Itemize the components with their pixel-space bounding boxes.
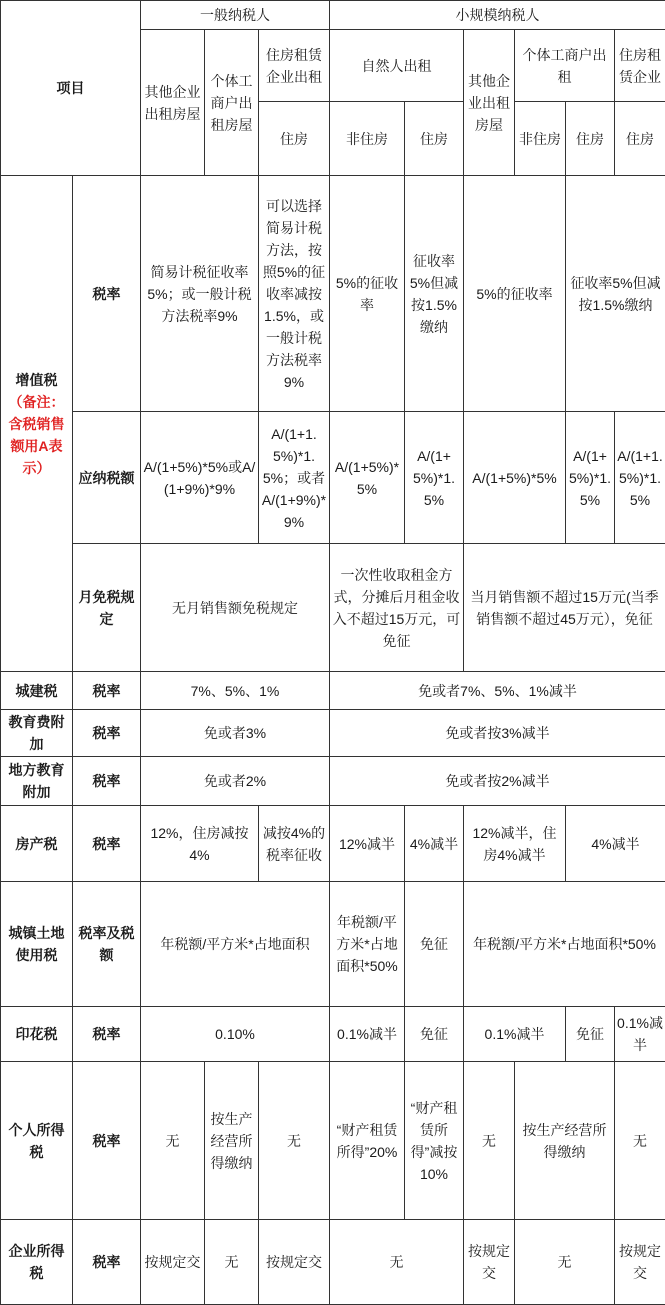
land-tax-general: 年税额/平方米*占地面积 [141,882,330,1007]
stamp-tax-np-housing: 免征 [405,1007,464,1062]
vat-note: （备注：含税销售额用A表示） [8,393,65,476]
vat-rate-label: 税率 [73,176,141,412]
header-s-other-enterprise: 其他企业出租房屋 [464,30,515,176]
land-tax-np-housing: 免征 [405,882,464,1007]
stamp-tax-name: 印花税 [1,1007,73,1062]
land-tax-small-rest: 年税额/平方米*占地面积*50% [464,882,665,1007]
header-s-natural-person: 自然人出租 [330,30,464,102]
personal-income-g-ib: 按生产经营所得缴纳 [205,1062,259,1220]
local-edu-general: 免或者2% [141,757,330,806]
stamp-tax-s-other-ib: 0.1%减半 [464,1007,566,1062]
land-tax-np-non-housing: 年税额/平方米*占地面积*50% [330,882,405,1007]
property-tax-name: 房产税 [1,806,73,882]
vat-payable-general: A/(1+5%)*5%或A/(1+9%)*9% [141,412,259,544]
personal-income-np-non-housing: “财产租赁所得”20% [330,1062,405,1220]
vat-rate-np-housing: 征收率5%但减按1.5%缴纳 [405,176,464,412]
corporate-income-g-hre: 按规定交 [259,1220,330,1305]
header-small-taxpayer: 小规模纳税人 [330,1,665,30]
header-g-other-enterprise: 其他企业出租房屋 [141,30,205,176]
vat-rate-s-other-ib: 5%的征收率 [464,176,566,412]
land-tax-name: 城镇土地使用税 [1,882,73,1007]
vat-label-cell [1,176,73,672]
vat-payable-np-housing: A/(1+5%)*1.5% [405,412,464,544]
city-tax-name: 城建税 [1,672,73,710]
vat-payable-s-other-ib: A/(1+5%)*5% [464,412,566,544]
vat-payable-s-ib-housing: A/(1+5%)*1.5% [566,412,615,544]
local-edu-name: 地方教育附加 [1,757,73,806]
personal-income-np-housing: “财产租赁所得”减按10% [405,1062,464,1220]
stamp-tax-np-non-housing: 0.1%减半 [330,1007,405,1062]
personal-income-label: 税率 [73,1062,141,1220]
property-tax-np-non-housing: 12%减半 [330,806,405,882]
property-tax-s-housing: 4%减半 [566,806,665,882]
header-s-individual-business: 个体工商户出租 [515,30,615,102]
vat-name: 增值税 [15,371,58,388]
personal-income-name: 个人所得税 [1,1062,73,1220]
vat-monthly-label: 月免税规定 [73,544,141,672]
city-tax-label: 税率 [73,672,141,710]
vat-rate-s-housing: 征收率5%但减按1.5%缴纳 [566,176,665,412]
vat-payable-s-hre: A/(1+1.5%)*1.5% [615,412,665,544]
corporate-income-np: 无 [330,1220,464,1305]
corporate-income-s-hre: 按规定交 [615,1220,665,1305]
vat-monthly-general: 无月销售额免税规定 [141,544,330,672]
vat-rate-general: 简易计税征收率5%；或一般计税方法税率9% [141,176,259,412]
vat-payable-label: 应纳税额 [73,412,141,544]
header-s-non-housing: 非住房 [330,102,405,176]
header-g-housing: 住房 [259,102,330,176]
property-tax-g-housing: 减按4%的税率征收 [259,806,330,882]
vat-rate-g-housing: 可以选择简易计税方法，按照5%的征收率减按1.5%，或一般计税方法税率9% [259,176,330,412]
edu-surcharge-name: 教育费附加 [1,710,73,757]
property-tax-np-housing: 4%减半 [405,806,464,882]
corporate-income-label: 税率 [73,1220,141,1305]
personal-income-g-hre: 无 [259,1062,330,1220]
corporate-income-s-other: 按规定交 [464,1220,515,1305]
stamp-tax-label: 税率 [73,1007,141,1062]
edu-surcharge-label: 税率 [73,710,141,757]
header-s-hre-housing: 住房 [615,102,665,176]
personal-income-g-other: 无 [141,1062,205,1220]
land-tax-label: 税率及税额 [73,882,141,1007]
personal-income-s-ib: 按生产经营所得缴纳 [515,1062,615,1220]
corporate-income-s-ib: 无 [515,1220,615,1305]
vat-payable-g-housing: A/(1+1.5%)*1.5%；或者A/(1+9%)*9% [259,412,330,544]
vat-monthly-small: 当月销售额不超过15万元(当季销售额不超过45万元），免征 [464,544,665,672]
header-g-individual-business: 个体工商户出租房屋 [205,30,259,176]
stamp-tax-s-ib-housing: 免征 [566,1007,615,1062]
corporate-income-g-other: 按规定交 [141,1220,205,1305]
corporate-income-name: 企业所得税 [1,1220,73,1305]
header-s-housing-rental-enterprise: 住房租赁企业 [615,30,665,102]
corporate-income-g-ib: 无 [205,1220,259,1305]
header-g-housing-rental-enterprise: 住房租赁企业出租 [259,30,330,102]
local-edu-label: 税率 [73,757,141,806]
edu-surcharge-general: 免或者3% [141,710,330,757]
city-tax-general: 7%、5%、1% [141,672,330,710]
vat-monthly-np: 一次性收取租金方式，分摊后月租金收入不超过15万元，可免征 [330,544,464,672]
header-s-ib-non-housing: 非住房 [515,102,566,176]
city-tax-small: 免或者7%、5%、1%减半 [330,672,665,710]
property-tax-s-other-ib: 12%减半，住房4%减半 [464,806,566,882]
vat-payable-np-non-housing: A/(1+5%)*5% [330,412,405,544]
personal-income-s-hre: 无 [615,1062,665,1220]
header-item: 项目 [1,1,141,176]
header-s-housing: 住房 [405,102,464,176]
stamp-tax-s-hre: 0.1%减半 [615,1007,665,1062]
property-tax-label: 税率 [73,806,141,882]
header-general-taxpayer: 一般纳税人 [141,1,330,30]
edu-surcharge-small: 免或者按3%减半 [330,710,665,757]
property-tax-general: 12%，住房减按4% [141,806,259,882]
header-s-ib-housing: 住房 [566,102,615,176]
stamp-tax-general: 0.10% [141,1007,330,1062]
vat-rate-np-non-housing: 5%的征收率 [330,176,405,412]
local-edu-small: 免或者按2%减半 [330,757,665,806]
personal-income-s-other: 无 [464,1062,515,1220]
